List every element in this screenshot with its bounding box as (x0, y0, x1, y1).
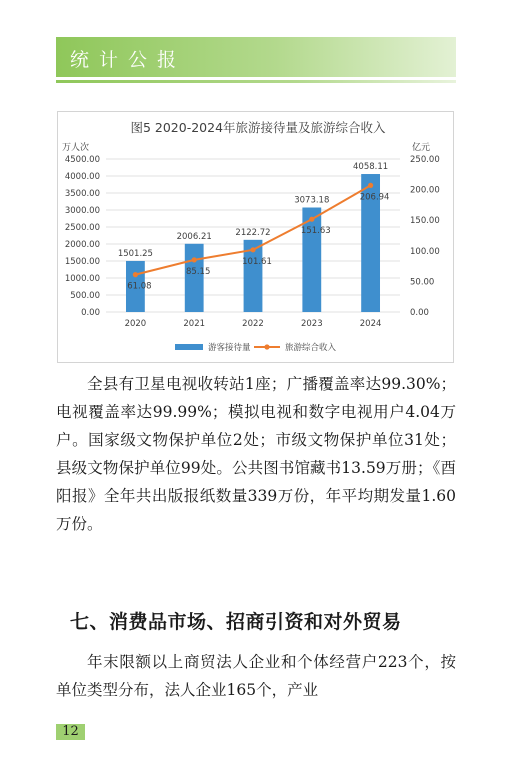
line-point-income (133, 272, 138, 277)
left-tick-label: 500.00 (70, 291, 100, 301)
right-tick-label: 0.00 (410, 308, 429, 318)
right-tick-label: 250.00 (410, 155, 440, 165)
left-tick-label: 4500.00 (64, 155, 100, 165)
line-point-income (250, 247, 255, 252)
bar-data-label: 1501.25 (117, 248, 153, 259)
chart-frame (57, 111, 454, 363)
line-data-label: 85.15 (186, 266, 211, 277)
legend-label-visitors: 游客接待量 (208, 343, 251, 353)
line-data-label: 101.61 (242, 256, 272, 267)
line-point-income (368, 183, 373, 188)
bar-data-label: 2006.21 (176, 231, 212, 242)
left-tick-label: 3500.00 (64, 189, 100, 199)
legend-marker-income (264, 344, 269, 349)
x-tick-label: 2020 (124, 319, 147, 329)
left-tick-label: 0.00 (81, 308, 100, 318)
x-tick-label: 2022 (242, 319, 264, 329)
left-tick-label: 1500.00 (64, 257, 100, 267)
bar-data-label: 4058.11 (353, 162, 389, 173)
header-title: 统计公报 (70, 49, 187, 71)
x-tick-label: 2023 (300, 319, 323, 329)
line-point-income (192, 257, 197, 262)
line-point-income (309, 217, 314, 222)
chart-title: 图5 2020-2024年旅游接待量及旅游综合收入 (130, 120, 386, 135)
line-data-label: 61.08 (127, 281, 152, 292)
section-title: 七、消费品市场、招商引资和对外贸易 (70, 611, 402, 633)
paragraph-consumer-market: 年末限额以上商贸法人企业和个体经营户223个，按单位类型分布，法人企业165个，产业 (56, 653, 456, 699)
line-data-label: 151.63 (300, 226, 331, 237)
bar-visitors (185, 244, 204, 312)
tourism-chart (58, 112, 453, 362)
right-tick-label: 200.00 (410, 185, 440, 196)
bar-data-label: 3073.18 (294, 195, 330, 206)
left-tick-label: 2500.00 (64, 223, 100, 233)
x-tick-label: 2021 (183, 319, 206, 329)
left-tick-label: 2000.00 (64, 240, 100, 250)
x-tick-label: 2024 (359, 319, 382, 329)
left-tick-label: 3000.00 (64, 206, 100, 216)
left-tick-label: 4000.00 (64, 172, 100, 182)
right-tick-label: 100.00 (410, 246, 440, 257)
left-tick-label: 1000.00 (64, 274, 100, 284)
header-band (56, 37, 456, 77)
right-tick-label: 50.00 (410, 277, 435, 288)
bar-data-label: 2122.72 (235, 227, 271, 238)
header-divider (56, 80, 456, 83)
page-number: 12 (56, 724, 85, 740)
left-axis-unit: 万人次 (62, 143, 90, 153)
right-axis-unit: 亿元 (412, 143, 431, 153)
paragraph-culture: 全县有卫星电视收转站1座；广播覆盖率达99.30%；电视覆盖率达99.99%；模拟电视和数字电视用户4.04万户。国家级文物保护单位2处；市级文物保护单位31处；县级文物保护单位99处。公共图书馆藏书13.59万册；《酉阳报》全年共出版报纸数量339万份，年平均期发量1.60万份。 (56, 375, 456, 533)
legend-swatch-visitors (175, 344, 203, 350)
legend-label-income: 旅游综合收入 (285, 343, 337, 353)
right-tick-label: 150.00 (410, 216, 440, 227)
line-data-label: 206.94 (359, 192, 390, 203)
